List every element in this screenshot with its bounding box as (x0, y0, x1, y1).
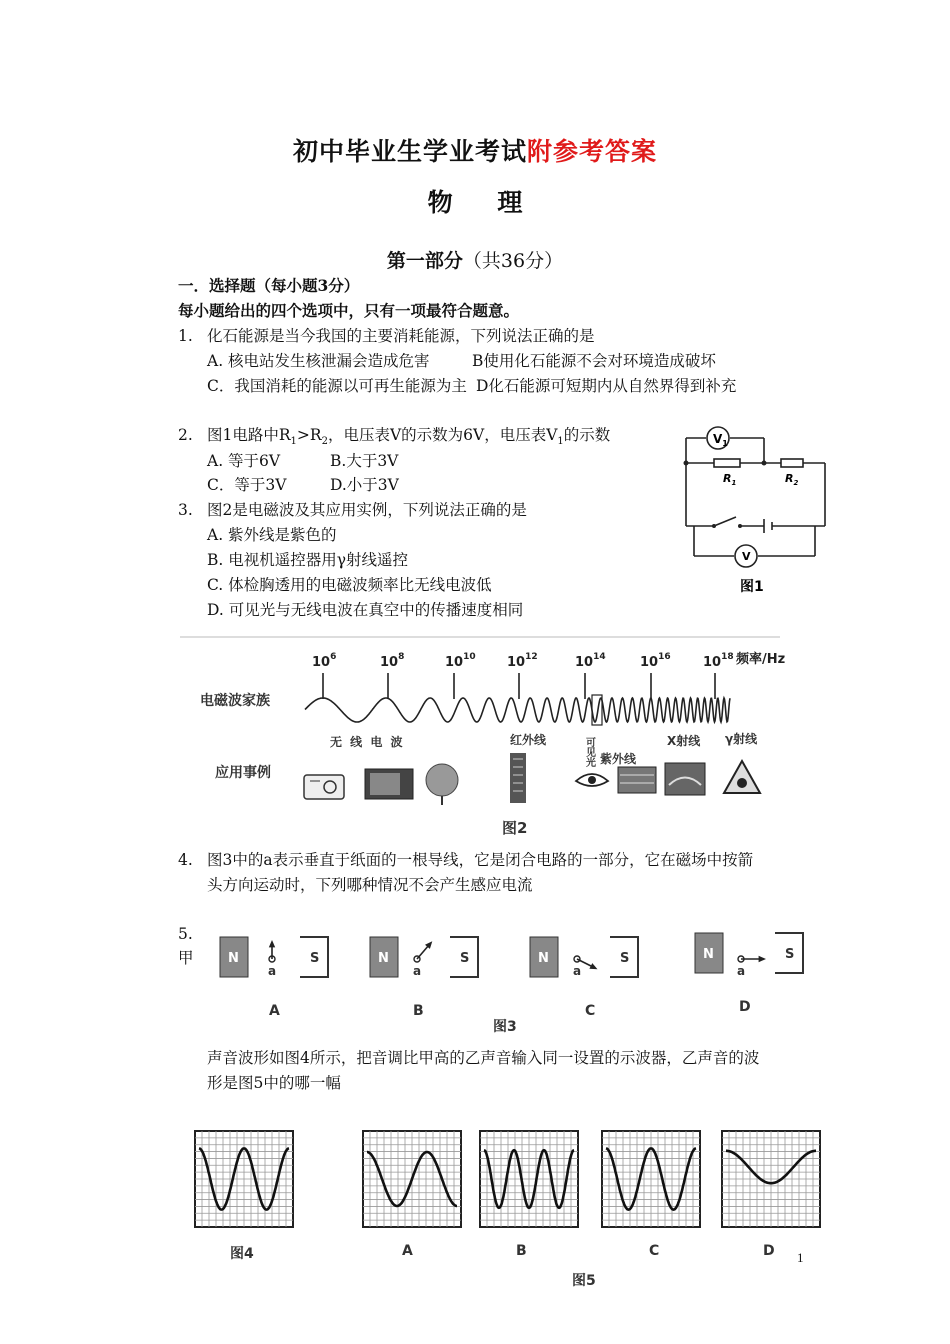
q2-stem: 图1电路中$R_1>R_2$，电压表V的示数为6V，电压表$V_1$的示数 (207, 426, 611, 448)
q5-line-2: 形是图5中的哪一幅 (207, 1074, 341, 1092)
south-pole-label: S (310, 951, 320, 966)
wire-label: a (268, 964, 277, 978)
em-wave (305, 698, 730, 722)
q2-number: 2. (178, 426, 193, 444)
north-pole-label: N (703, 947, 714, 962)
scope-option-a (363, 1131, 461, 1227)
scope-figure-4 (195, 1131, 293, 1227)
r1-label: $R_1$ (723, 472, 737, 487)
motion-arrow (417, 945, 429, 959)
radiation-sign-icon (724, 761, 760, 793)
q4-line-2: 头方向运动时，下列哪种情况不会产生感应电流 (207, 876, 533, 894)
part-heading (0, 246, 950, 273)
fig3-label-a: A (269, 1003, 280, 1019)
q1-option-c: C．我国消耗的能源以可再生能源为主 (207, 377, 467, 395)
q3-option-c: C. 体检胸透用的电磁波频率比无线电波低 (207, 576, 492, 594)
q2-option-c: C．等于3V (207, 476, 287, 494)
part-label: 第一部分 (386, 250, 463, 272)
band-radio-label: 无 线 电 波 (330, 735, 405, 749)
figure-5-caption: 图5 (572, 1273, 596, 1289)
q2-option-d: D.小于3V (330, 476, 399, 494)
q1-option-b: B使用化石能源不会对环境造成破坏 (472, 352, 716, 370)
figure-2-caption: 图2 (502, 819, 528, 837)
figure-2-em-spectrum (180, 635, 800, 840)
figure-1-circuit (678, 420, 838, 600)
q3-stem: 图2是电磁波及其应用实例，下列说法正确的是 (207, 501, 527, 519)
v1-meter-label: $V_1$ (713, 432, 728, 448)
figure-1-caption: 图1 (740, 579, 764, 595)
band-infrared-label: 红外线 (510, 733, 547, 747)
freq-10-6: $10^6$ (312, 652, 337, 670)
magnet-setup-c (530, 937, 638, 978)
figure-4-caption: 图4 (230, 1246, 254, 1262)
wire-label: a (573, 964, 582, 978)
q3-option-b: B. 电视机遥控器用γ射线遥控 (207, 551, 409, 569)
infrared-heater-icon (510, 753, 526, 803)
north-pole-label: N (538, 951, 549, 966)
freq-unit: 频率/Hz (736, 652, 786, 667)
title-answer-note: 附参考答案 (527, 137, 658, 166)
freq-10-8: $10^8$ (380, 652, 405, 670)
r2-label: $R_2$ (785, 472, 799, 487)
part-score: （共36分） (462, 250, 564, 272)
magnet-setup-d (695, 933, 803, 978)
uv-lamp-icon (618, 767, 656, 793)
q1-number: 1. (178, 327, 193, 345)
q2-option-a: A. 等于6V (207, 452, 281, 470)
eye-icon (576, 774, 608, 786)
fig5-label-b: B (516, 1243, 527, 1259)
fig3-label-d: D (739, 999, 751, 1015)
v-meter-label: V (742, 550, 751, 563)
band-uv-label: 紫外线 (600, 752, 637, 766)
q5-line-1: 声音波形如图4所示，把音调比甲高的乙声音输入同一设置的示波器，乙声音的波 (207, 1049, 760, 1067)
band-xray-label: X射线 (667, 734, 701, 748)
north-pole-label: N (378, 951, 389, 966)
q3-number: 3. (178, 501, 193, 519)
section-instruction: 每小题给出的四个选项中，只有一项最符合题意。 (178, 301, 520, 320)
page-title (0, 132, 950, 168)
radio-icon (304, 775, 344, 799)
q1-option-d: D化石能源可短期内从自然界得到补充 (476, 377, 737, 395)
xray-image-icon (665, 763, 705, 795)
scope-option-c (602, 1131, 700, 1227)
north-pole-label: N (228, 951, 239, 966)
q2-option-b: B.大于3V (330, 452, 399, 470)
wire-label: a (413, 964, 422, 978)
section-heading: 一．选择题（每小题3分） (178, 276, 360, 295)
freq-10-12: $10^{12}$ (507, 652, 538, 670)
scope-option-b (480, 1131, 578, 1227)
freq-10-16: $10^{16}$ (640, 652, 671, 670)
fig5-label-a: A (402, 1243, 413, 1259)
magnet-setup-b (370, 937, 478, 978)
title-main: 初中毕业生学业考试 (292, 137, 527, 166)
fig3-label-c: C (585, 1003, 596, 1019)
figure-3-magnets (205, 925, 825, 1040)
q5-jia: 甲 (178, 949, 194, 967)
satellite-dish-icon (426, 764, 458, 805)
q1-option-a: A. 核电站发生核泄漏会造成危害 (207, 352, 430, 370)
figure-3-caption: 图3 (493, 1019, 517, 1035)
q4-line-1: 图3中的a表示垂直于纸面的一根导线，它是闭合电路的一部分，它在磁场中按箭 (207, 851, 754, 869)
fig5-label-d: D (763, 1243, 775, 1259)
page-number: 1 (797, 1250, 804, 1265)
magnet-setup-a (220, 937, 328, 978)
south-pole-label: S (620, 951, 630, 966)
south-pole-label: S (460, 951, 470, 966)
fig3-label-b: B (413, 1003, 424, 1019)
south-pole-label: S (785, 947, 795, 962)
freq-10-14: $10^{14}$ (575, 652, 606, 670)
row-label-em-family: 电磁波家族 (200, 693, 270, 709)
arrow-head (759, 956, 766, 962)
freq-10-18: $10^{18}$ (703, 652, 734, 670)
q4-number: 4. (178, 851, 193, 869)
fig5-label-c: C (649, 1243, 660, 1259)
q3-option-a: A. 紫外线是紫色的 (207, 526, 337, 544)
freq-10-10: $10^{10}$ (445, 652, 476, 670)
q5-number: 5. (178, 925, 193, 943)
wire-label: a (737, 964, 746, 978)
arrow-head (269, 940, 275, 947)
row-label-applications: 应用事例 (215, 765, 271, 781)
q3-option-d: D. 可见光与无线电波在真空中的传播速度相同 (207, 601, 524, 619)
band-gamma-label: γ射线 (725, 732, 758, 746)
figure-4-5-waveforms (185, 1115, 835, 1295)
band-visible-label: 可见光 (583, 737, 595, 767)
scope-option-d (722, 1131, 820, 1227)
tv-icon (365, 769, 413, 799)
q1-stem: 化石能源是当今我国的主要消耗能源，下列说法正确的是 (207, 327, 595, 345)
subject-title: 物 理 (427, 188, 541, 217)
